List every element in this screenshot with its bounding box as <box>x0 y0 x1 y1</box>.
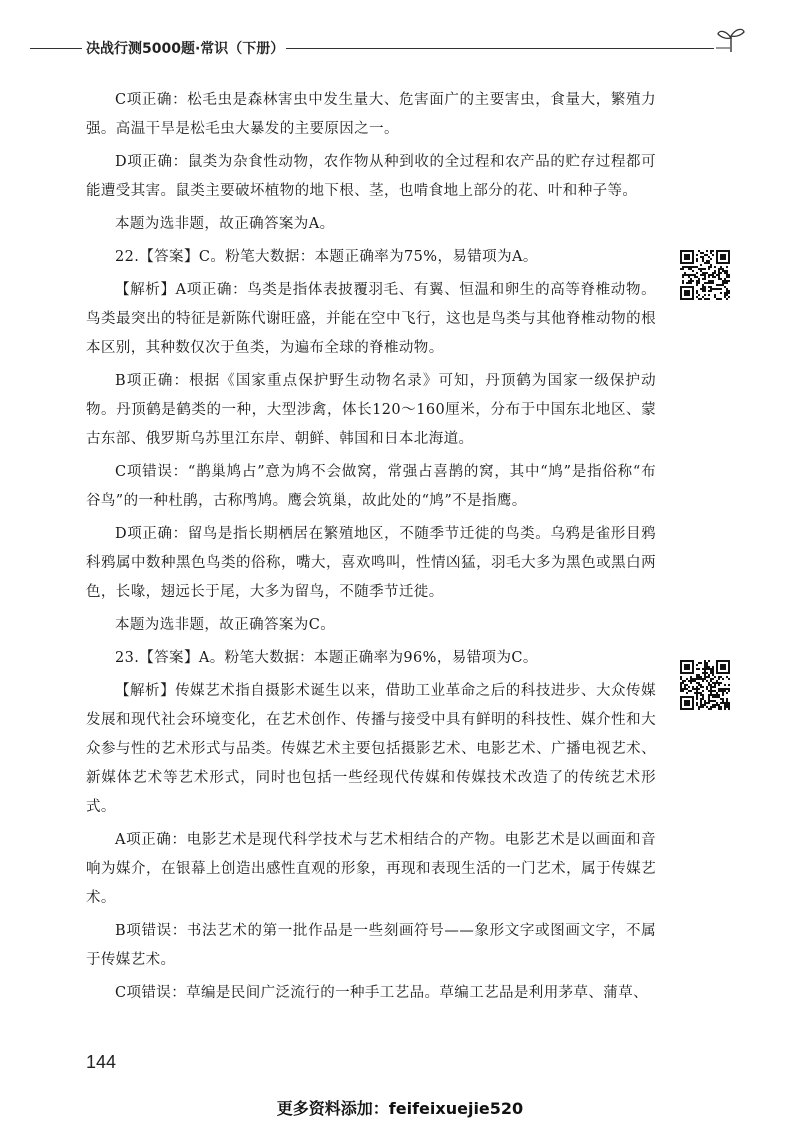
header-rule-left <box>30 48 82 49</box>
qr-code-icon[interactable] <box>680 660 730 710</box>
paragraph: 【解析】A项正确：鸟类是指体表披覆羽毛、有翼、恒温和卵生的高等脊椎动物。鸟类最突出的特征是新陈代谢旺盛，并能在空中飞行，这也是鸟类与其他脊椎动物的根本区别，其种数仅次于鱼类，为遍布全球的脊椎动物。 <box>86 282 656 356</box>
paragraph: B项正确：根据《国家重点保护野生动物名录》可知，丹顶鹤为国家一级保护动物。丹顶鹤是鹤类的一种，大型涉禽，体长120～160厘米，分布于中国东北地区、蒙古东部、俄罗斯乌苏里江东岸、朝鲜、韩国和日本北海道。 <box>86 373 656 447</box>
qr-code-icon[interactable] <box>680 250 730 300</box>
paragraph: D项正确：留鸟是指长期栖居在繁殖地区，不随季节迁徙的鸟类。乌鸦是雀形目鸦科鸦属中数种黑色鸟类的俗称，嘴大，喜欢鸣叫，性情凶猛，羽毛大多为黑色或黑白两色，长喙，翅远长于尾，大多为留鸟，不随季节迁徙。 <box>86 526 656 600</box>
header-rule-right <box>286 48 714 49</box>
paragraph: 本题为选非题，故正确答案为A。 <box>115 216 335 232</box>
paragraph: A项正确：电影艺术是现代科学技术与艺术相结合的产物。电影艺术是以画面和音响为媒介，在银幕上创造出感性直观的形象，再现和表现生活的一门艺术，属于传媒艺术。 <box>86 832 656 906</box>
paragraph: 本题为选非题，故正确答案为C。 <box>115 617 336 633</box>
running-header-title: 决战行测5000题·常识（下册） <box>86 41 285 57</box>
article-body <box>86 86 656 1012</box>
answer-line-23: 23.【答案】A。粉笔大数据：本题正确率为96%，易错项为C。 <box>115 650 538 666</box>
sprout-icon <box>716 26 746 56</box>
paragraph: C项错误：草编是民间广泛流行的一种手工艺品。草编工艺品是利用茅草、蒲草、 <box>115 985 648 1001</box>
page-number: 144 <box>86 1052 117 1072</box>
paragraph: C项正确：松毛虫是森林害虫中发生量大、危害面广的主要害虫，食量大，繁殖力强。高温干旱是松毛虫大暴发的主要原因之一。 <box>86 92 656 137</box>
footer-contact-note: 更多资料添加：feifeixuejie520 <box>276 1099 524 1118</box>
paragraph: D项正确：鼠类为杂食性动物，农作物从种到收的全过程和农产品的贮存过程都可能遭受其害。鼠类主要破坏植物的地下根、茎，也啃食地上部分的花、叶和种子等。 <box>86 154 656 199</box>
answer-line-22: 22.【答案】C。粉笔大数据：本题正确率为75%，易错项为A。 <box>115 249 538 265</box>
paragraph: C项错误：“鹊巢鸠占”意为鸠不会做窝，常强占喜鹊的窝，其中“鸠”是指俗称“布谷鸟”的一种杜鹃，古称鸤鸠。鹰会筑巢，故此处的“鸠”不是指鹰。 <box>86 464 656 509</box>
paragraph: B项错误：书法艺术的第一批作品是一些刻画符号——象形文字或图画文字，不属于传媒艺术。 <box>86 923 656 968</box>
paragraph: 【解析】传媒艺术指自摄影术诞生以来，借助工业革命之后的科技进步、大众传媒发展和现代社会环境变化，在艺术创作、传播与接受中具有鲜明的科技性、媒介性和大众参与性的艺术形式与品类。传媒艺术主要包括摄影艺术、电影艺术、广播电视艺术、新媒体艺术等艺术形式，同时也包括一些经现代传媒和传媒技术改造了的传统艺术形式。 <box>86 683 656 815</box>
